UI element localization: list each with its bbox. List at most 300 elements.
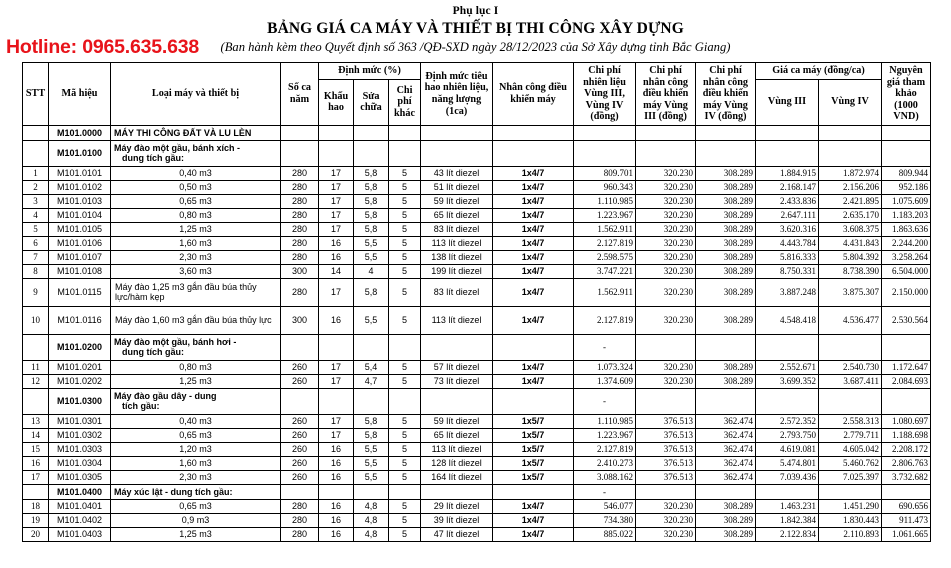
cell-labor-cost-3: 320.230: [636, 180, 696, 194]
cell-price-zone3: 1.842.384: [756, 513, 819, 527]
cell-name: [111, 334, 281, 360]
table-row: [23, 166, 931, 180]
cell-operators: 1x4/7: [493, 180, 574, 194]
cell-shifts: 280: [281, 222, 319, 236]
cell-shifts: 280: [281, 194, 319, 208]
cell-price-zone4: 1.830.443: [819, 513, 882, 527]
col-header-price-group: Giá ca máy (đồng/ca): [756, 63, 882, 80]
cell-shifts: [281, 140, 319, 166]
cell-labor-cost-4: [696, 140, 756, 166]
col-header-fuel-cost: Chi phí nhiên liệu Vùng III, Vùng IV (đồng): [574, 63, 636, 126]
cell-labor-cost-3: [636, 484, 696, 499]
col-header-labor-cost-zone4: Chi phí nhân công điều khiển máy Vùng IV (đồng): [696, 63, 756, 126]
cell-norm-depreciation: 16: [319, 250, 354, 264]
cell-shifts: 260: [281, 374, 319, 388]
cell-labor-cost-4: [696, 334, 756, 360]
cell-code: M101.0116: [49, 306, 111, 334]
cell-fuel-cost: 1.110.985: [574, 194, 636, 208]
cell-stt: [23, 140, 49, 166]
cell-labor-cost-3: 320.230: [636, 513, 696, 527]
table-row: [23, 527, 931, 541]
cell-original-price: [882, 140, 931, 166]
cell-norm-other: [389, 388, 421, 414]
cell-price-zone4: [819, 140, 882, 166]
cell-original-price: 2.084.693: [882, 374, 931, 388]
cell-labor-cost-4: [696, 125, 756, 140]
cell-stt: 3: [23, 194, 49, 208]
cell-labor-cost-3: 320.230: [636, 360, 696, 374]
cell-stt: 19: [23, 513, 49, 527]
cell-stt: 4: [23, 208, 49, 222]
cell-operators: 1x4/7: [493, 360, 574, 374]
cell-operators: 1x4/7: [493, 222, 574, 236]
cell-shifts: 260: [281, 360, 319, 374]
cell-name: MÁY THI CÔNG ĐẤT VÀ LU LÈN: [111, 125, 281, 140]
cell-operators: [493, 125, 574, 140]
cell-stt: 7: [23, 250, 49, 264]
col-header-fuel-norm: Định mức tiêu hao nhiên liệu, năng lượng (1ca): [421, 63, 493, 126]
cell-norm-repair: [354, 140, 389, 166]
cell-original-price: 809.944: [882, 166, 931, 180]
col-header-norm-repair: Sửa chữa: [354, 79, 389, 125]
document-subtitle: (Ban hành kèm theo Quyết định số 363 /QĐ-SXD ngày 28/12/2023 của Sở Xây dựng tỉnh Bắc Giang): [220, 40, 731, 54]
cell-fuel-norm: 43 lít diezel: [421, 166, 493, 180]
cell-shifts: [281, 484, 319, 499]
cell-original-price: 952.186: [882, 180, 931, 194]
cell-operators: 1x4/7: [493, 527, 574, 541]
cell-name: 1,20 m3: [111, 442, 281, 456]
cell-norm-depreciation: 16: [319, 236, 354, 250]
table-body: [23, 125, 931, 541]
cell-fuel-norm: 59 lít diezel: [421, 414, 493, 428]
cell-shifts: 280: [281, 208, 319, 222]
cell-norm-depreciation: 17: [319, 166, 354, 180]
cell-stt: 5: [23, 222, 49, 236]
cell-norm-other: 5: [389, 513, 421, 527]
cell-price-zone3: 7.039.436: [756, 470, 819, 484]
cell-name: [111, 278, 281, 306]
cell-operators: 1x4/7: [493, 194, 574, 208]
cell-shifts: 280: [281, 166, 319, 180]
cell-norm-repair: 5,8: [354, 166, 389, 180]
cell-labor-cost-3: [636, 388, 696, 414]
cell-code: M101.0402: [49, 513, 111, 527]
cell-norm-other: [389, 140, 421, 166]
cell-code: M101.0108: [49, 264, 111, 278]
cell-operators: 1x4/7: [493, 208, 574, 222]
cell-operators: [493, 334, 574, 360]
cell-operators: 1x5/7: [493, 456, 574, 470]
cell-labor-cost-4: [696, 388, 756, 414]
cell-labor-cost-3: 320.230: [636, 250, 696, 264]
cell-fuel-cost: 2.127.819: [574, 236, 636, 250]
cell-norm-depreciation: 17: [319, 180, 354, 194]
cell-name-line2: tích gầu:: [122, 401, 160, 412]
cell-operators: 1x4/7: [493, 166, 574, 180]
cell-norm-repair: 5,8: [354, 278, 389, 306]
cell-shifts: 280: [281, 180, 319, 194]
cell-name: 2,30 m3: [111, 250, 281, 264]
col-header-labor-cost-zone3: Chi phí nhân công điều khiển máy Vùng III (đồng): [636, 63, 696, 126]
cell-fuel-cost: 2.598.575: [574, 250, 636, 264]
cell-original-price: [882, 334, 931, 360]
cell-fuel-cost: 1.110.985: [574, 414, 636, 428]
cell-stt: [23, 125, 49, 140]
cell-price-zone4: 2.421.895: [819, 194, 882, 208]
table-row: [23, 484, 931, 499]
cell-name-text: Máy đào 1,25 m3 gắn đầu búa thủy lực/hàm kẹp: [115, 281, 257, 303]
table-row: [23, 264, 931, 278]
table-row: [23, 306, 931, 334]
cell-shifts: 260: [281, 428, 319, 442]
cell-original-price: [882, 388, 931, 414]
cell-norm-depreciation: 17: [319, 222, 354, 236]
appendix-label: Phụ lục I: [452, 5, 499, 17]
cell-labor-cost-3: [636, 334, 696, 360]
cell-norm-other: 5: [389, 222, 421, 236]
cell-norm-depreciation: 17: [319, 278, 354, 306]
cell-fuel-cost: -: [574, 484, 636, 499]
cell-fuel-norm: 29 lít diezel: [421, 499, 493, 513]
cell-norm-other: 5: [389, 250, 421, 264]
cell-stt: 1: [23, 166, 49, 180]
cell-labor-cost-4: 362.474: [696, 470, 756, 484]
cell-fuel-norm: 83 lít diezel: [421, 222, 493, 236]
cell-norm-depreciation: 16: [319, 306, 354, 334]
cell-price-zone3: [756, 388, 819, 414]
cell-operators: 1x4/7: [493, 250, 574, 264]
cell-fuel-cost: 1.223.967: [574, 208, 636, 222]
cell-fuel-norm: 47 lít diezel: [421, 527, 493, 541]
cell-code: M101.0304: [49, 456, 111, 470]
cell-shifts: 260: [281, 456, 319, 470]
cell-name: 1,60 m3: [111, 236, 281, 250]
cell-labor-cost-4: 362.474: [696, 428, 756, 442]
cell-code: M101.0103: [49, 194, 111, 208]
cell-labor-cost-3: 320.230: [636, 222, 696, 236]
cell-name: 1,60 m3: [111, 456, 281, 470]
cell-norm-depreciation: 16: [319, 456, 354, 470]
cell-name-line1: Máy đào một gầu, bánh xích -: [114, 142, 241, 153]
cell-original-price: 690.656: [882, 499, 931, 513]
col-header-code: Mã hiệu: [49, 63, 111, 126]
cell-price-zone4: 5.804.392: [819, 250, 882, 264]
cell-labor-cost-3: 320.230: [636, 194, 696, 208]
cell-norm-repair: [354, 334, 389, 360]
cell-name-line1: Máy đào gầu dây - dung: [114, 390, 217, 401]
table-row: [23, 208, 931, 222]
cell-labor-cost-4: 308.289: [696, 236, 756, 250]
header-row-1: [23, 63, 931, 80]
cell-norm-repair: 5,8: [354, 180, 389, 194]
table-row: [23, 194, 931, 208]
cell-fuel-norm: 128 lít diezel: [421, 456, 493, 470]
cell-fuel-norm: 65 lít diezel: [421, 208, 493, 222]
cell-operators: 1x5/7: [493, 442, 574, 456]
cell-norm-repair: 5,8: [354, 428, 389, 442]
cell-norm-repair: 5,5: [354, 456, 389, 470]
cell-norm-other: 5: [389, 414, 421, 428]
cell-name: 2,30 m3: [111, 470, 281, 484]
hotline-text: Hotline: 0965.635.638: [6, 36, 200, 58]
cell-fuel-norm: 113 lít diezel: [421, 442, 493, 456]
cell-norm-other: 5: [389, 180, 421, 194]
cell-operators: 1x4/7: [493, 374, 574, 388]
cell-stt: 17: [23, 470, 49, 484]
cell-original-price: 1.061.665: [882, 527, 931, 541]
table-row: [23, 180, 931, 194]
col-header-norm-group: Định mức (%): [319, 63, 421, 80]
cell-fuel-norm: 138 lít diezel: [421, 250, 493, 264]
cell-norm-depreciation: 16: [319, 499, 354, 513]
cell-price-zone4: 1.451.290: [819, 499, 882, 513]
cell-shifts: [281, 125, 319, 140]
cell-operators: [493, 484, 574, 499]
cell-norm-depreciation: [319, 125, 354, 140]
cell-fuel-norm: [421, 125, 493, 140]
cell-norm-repair: [354, 388, 389, 414]
cell-name: 0,50 m3: [111, 180, 281, 194]
cell-norm-other: 5: [389, 499, 421, 513]
table-row: [23, 334, 931, 360]
cell-labor-cost-4: 362.474: [696, 456, 756, 470]
cell-norm-other: 5: [389, 166, 421, 180]
cell-labor-cost-3: 320.230: [636, 166, 696, 180]
cell-stt: 11: [23, 360, 49, 374]
cell-original-price: 2.208.172: [882, 442, 931, 456]
cell-price-zone4: [819, 125, 882, 140]
cell-fuel-norm: [421, 484, 493, 499]
col-header-norm-depreciation: Khấu hao: [319, 79, 354, 125]
table-row: [23, 414, 931, 428]
cell-norm-depreciation: 17: [319, 208, 354, 222]
cell-code: M101.0300: [49, 388, 111, 414]
cell-labor-cost-4: 308.289: [696, 374, 756, 388]
cell-norm-repair: 4,7: [354, 374, 389, 388]
cell-fuel-cost: -: [574, 388, 636, 414]
cell-labor-cost-3: [636, 140, 696, 166]
cell-shifts: 280: [281, 250, 319, 264]
cell-name: 1,25 m3: [111, 222, 281, 236]
page-title: BẢNG GIÁ CA MÁY VÀ THIẾT BỊ THI CÔNG XÂY DỰNG: [267, 20, 684, 37]
cell-fuel-norm: 51 lít diezel: [421, 180, 493, 194]
cell-original-price: 2.150.000: [882, 278, 931, 306]
cell-stt: 15: [23, 442, 49, 456]
cell-name: 0,65 m3: [111, 194, 281, 208]
cell-labor-cost-4: 308.289: [696, 180, 756, 194]
table-head: [23, 63, 931, 126]
cell-price-zone3: 4.443.784: [756, 236, 819, 250]
table-row: [23, 388, 931, 414]
cell-fuel-cost: 734.380: [574, 513, 636, 527]
cell-price-zone4: 2.558.313: [819, 414, 882, 428]
cell-fuel-cost: [574, 140, 636, 166]
cell-code: M101.0115: [49, 278, 111, 306]
cell-price-zone3: [756, 140, 819, 166]
table-row: [23, 374, 931, 388]
cell-name: 0,80 m3: [111, 360, 281, 374]
cell-stt: [23, 484, 49, 499]
cell-shifts: [281, 334, 319, 360]
cell-name: 1,25 m3: [111, 374, 281, 388]
cell-original-price: [882, 484, 931, 499]
col-header-original-price: Nguyên giá tham khảo (1000 VND): [882, 63, 931, 126]
cell-price-zone3: 1.463.231: [756, 499, 819, 513]
cell-norm-other: 5: [389, 208, 421, 222]
cell-labor-cost-3: 320.230: [636, 278, 696, 306]
cell-labor-cost-3: 376.513: [636, 414, 696, 428]
cell-stt: 18: [23, 499, 49, 513]
cell-name: [111, 140, 281, 166]
cell-operators: 1x4/7: [493, 278, 574, 306]
cell-norm-other: 5: [389, 264, 421, 278]
cell-code: M101.0105: [49, 222, 111, 236]
cell-norm-repair: 5,5: [354, 250, 389, 264]
cell-original-price: 3.732.682: [882, 470, 931, 484]
cell-norm-repair: 5,5: [354, 442, 389, 456]
col-header-price-zone4: Vùng IV: [819, 79, 882, 125]
table-row: [23, 140, 931, 166]
cell-name-line2: dung tích gầu:: [122, 153, 184, 164]
cell-labor-cost-4: 308.289: [696, 278, 756, 306]
cell-price-zone4: 3.875.307: [819, 278, 882, 306]
cell-price-zone3: 1.884.915: [756, 166, 819, 180]
cell-labor-cost-3: 320.230: [636, 527, 696, 541]
cell-norm-other: 5: [389, 278, 421, 306]
cell-norm-depreciation: 16: [319, 527, 354, 541]
cell-fuel-cost: 3.747.221: [574, 264, 636, 278]
cell-norm-depreciation: [319, 484, 354, 499]
cell-norm-repair: 5,8: [354, 194, 389, 208]
cell-operators: 1x5/7: [493, 428, 574, 442]
cell-norm-depreciation: [319, 140, 354, 166]
cell-operators: 1x4/7: [493, 513, 574, 527]
cell-price-zone3: 2.793.750: [756, 428, 819, 442]
cell-fuel-norm: 164 lít diezel: [421, 470, 493, 484]
cell-shifts: 280: [281, 499, 319, 513]
cell-norm-other: 5: [389, 428, 421, 442]
price-table: [22, 62, 931, 542]
cell-norm-depreciation: [319, 388, 354, 414]
cell-price-zone3: 3.620.316: [756, 222, 819, 236]
cell-price-zone4: 2.110.893: [819, 527, 882, 541]
cell-norm-other: 5: [389, 194, 421, 208]
cell-code: M101.0102: [49, 180, 111, 194]
cell-price-zone3: 2.552.671: [756, 360, 819, 374]
table-row: [23, 236, 931, 250]
cell-price-zone3: 3.699.352: [756, 374, 819, 388]
cell-price-zone4: 2.779.711: [819, 428, 882, 442]
cell-price-zone3: [756, 334, 819, 360]
cell-labor-cost-3: 376.513: [636, 442, 696, 456]
cell-norm-depreciation: [319, 334, 354, 360]
cell-labor-cost-4: 362.474: [696, 414, 756, 428]
cell-code: M101.0305: [49, 470, 111, 484]
cell-norm-repair: [354, 125, 389, 140]
cell-labor-cost-4: 308.289: [696, 264, 756, 278]
cell-fuel-norm: [421, 334, 493, 360]
cell-norm-other: 5: [389, 442, 421, 456]
cell-norm-repair: 5,5: [354, 470, 389, 484]
cell-name: 0,65 m3: [111, 428, 281, 442]
cell-original-price: [882, 125, 931, 140]
cell-price-zone4: 1.872.974: [819, 166, 882, 180]
cell-labor-cost-4: 308.289: [696, 360, 756, 374]
cell-norm-other: 5: [389, 236, 421, 250]
cell-labor-cost-4: 308.289: [696, 194, 756, 208]
table-row: [23, 442, 931, 456]
cell-labor-cost-4: 308.289: [696, 306, 756, 334]
cell-original-price: 1.183.203: [882, 208, 931, 222]
cell-labor-cost-4: 308.289: [696, 222, 756, 236]
cell-fuel-norm: 199 lít diezel: [421, 264, 493, 278]
cell-original-price: 1.080.697: [882, 414, 931, 428]
cell-name: [111, 306, 281, 334]
cell-norm-repair: 4: [354, 264, 389, 278]
cell-code: M101.0106: [49, 236, 111, 250]
cell-stt: [23, 388, 49, 414]
cell-shifts: 280: [281, 513, 319, 527]
cell-norm-repair: 4,8: [354, 499, 389, 513]
cell-price-zone4: 2.540.730: [819, 360, 882, 374]
cell-labor-cost-4: 308.289: [696, 513, 756, 527]
cell-code: M101.0202: [49, 374, 111, 388]
cell-price-zone3: 2.122.834: [756, 527, 819, 541]
cell-stt: 13: [23, 414, 49, 428]
cell-labor-cost-3: 320.230: [636, 374, 696, 388]
cell-price-zone3: [756, 484, 819, 499]
cell-code: M101.0100: [49, 140, 111, 166]
cell-fuel-cost: 960.343: [574, 180, 636, 194]
cell-labor-cost-3: 320.230: [636, 236, 696, 250]
cell-fuel-cost: 1.223.967: [574, 428, 636, 442]
cell-norm-repair: 5,8: [354, 222, 389, 236]
cell-original-price: 2.530.564: [882, 306, 931, 334]
cell-original-price: 911.473: [882, 513, 931, 527]
cell-price-zone4: 4.605.042: [819, 442, 882, 456]
cell-name: 0,40 m3: [111, 166, 281, 180]
cell-fuel-cost: 2.410.273: [574, 456, 636, 470]
cell-code: M101.0200: [49, 334, 111, 360]
cell-code: M101.0101: [49, 166, 111, 180]
cell-labor-cost-3: 376.513: [636, 456, 696, 470]
cell-shifts: 260: [281, 470, 319, 484]
cell-original-price: 1.863.636: [882, 222, 931, 236]
cell-original-price: 1.188.698: [882, 428, 931, 442]
cell-code: M101.0302: [49, 428, 111, 442]
cell-norm-other: [389, 334, 421, 360]
cell-stt: 10: [23, 306, 49, 334]
cell-operators: [493, 388, 574, 414]
cell-operators: [493, 140, 574, 166]
cell-original-price: 1.075.609: [882, 194, 931, 208]
cell-price-zone4: 4.431.843: [819, 236, 882, 250]
cell-price-zone4: [819, 484, 882, 499]
cell-stt: 6: [23, 236, 49, 250]
cell-norm-other: [389, 125, 421, 140]
cell-code: M101.0000: [49, 125, 111, 140]
cell-fuel-cost: 1.562.911: [574, 278, 636, 306]
cell-fuel-norm: 73 lít diezel: [421, 374, 493, 388]
cell-operators: 1x5/7: [493, 470, 574, 484]
col-header-name: Loại máy và thiết bị: [111, 63, 281, 126]
cell-price-zone4: 7.025.397: [819, 470, 882, 484]
cell-name-text: Máy đào 1,60 m3 gắn đầu búa thủy lực: [115, 315, 272, 326]
cell-price-zone3: 8.750.331: [756, 264, 819, 278]
cell-labor-cost-3: 320.230: [636, 264, 696, 278]
cell-shifts: 280: [281, 236, 319, 250]
cell-price-zone4: 2.635.170: [819, 208, 882, 222]
